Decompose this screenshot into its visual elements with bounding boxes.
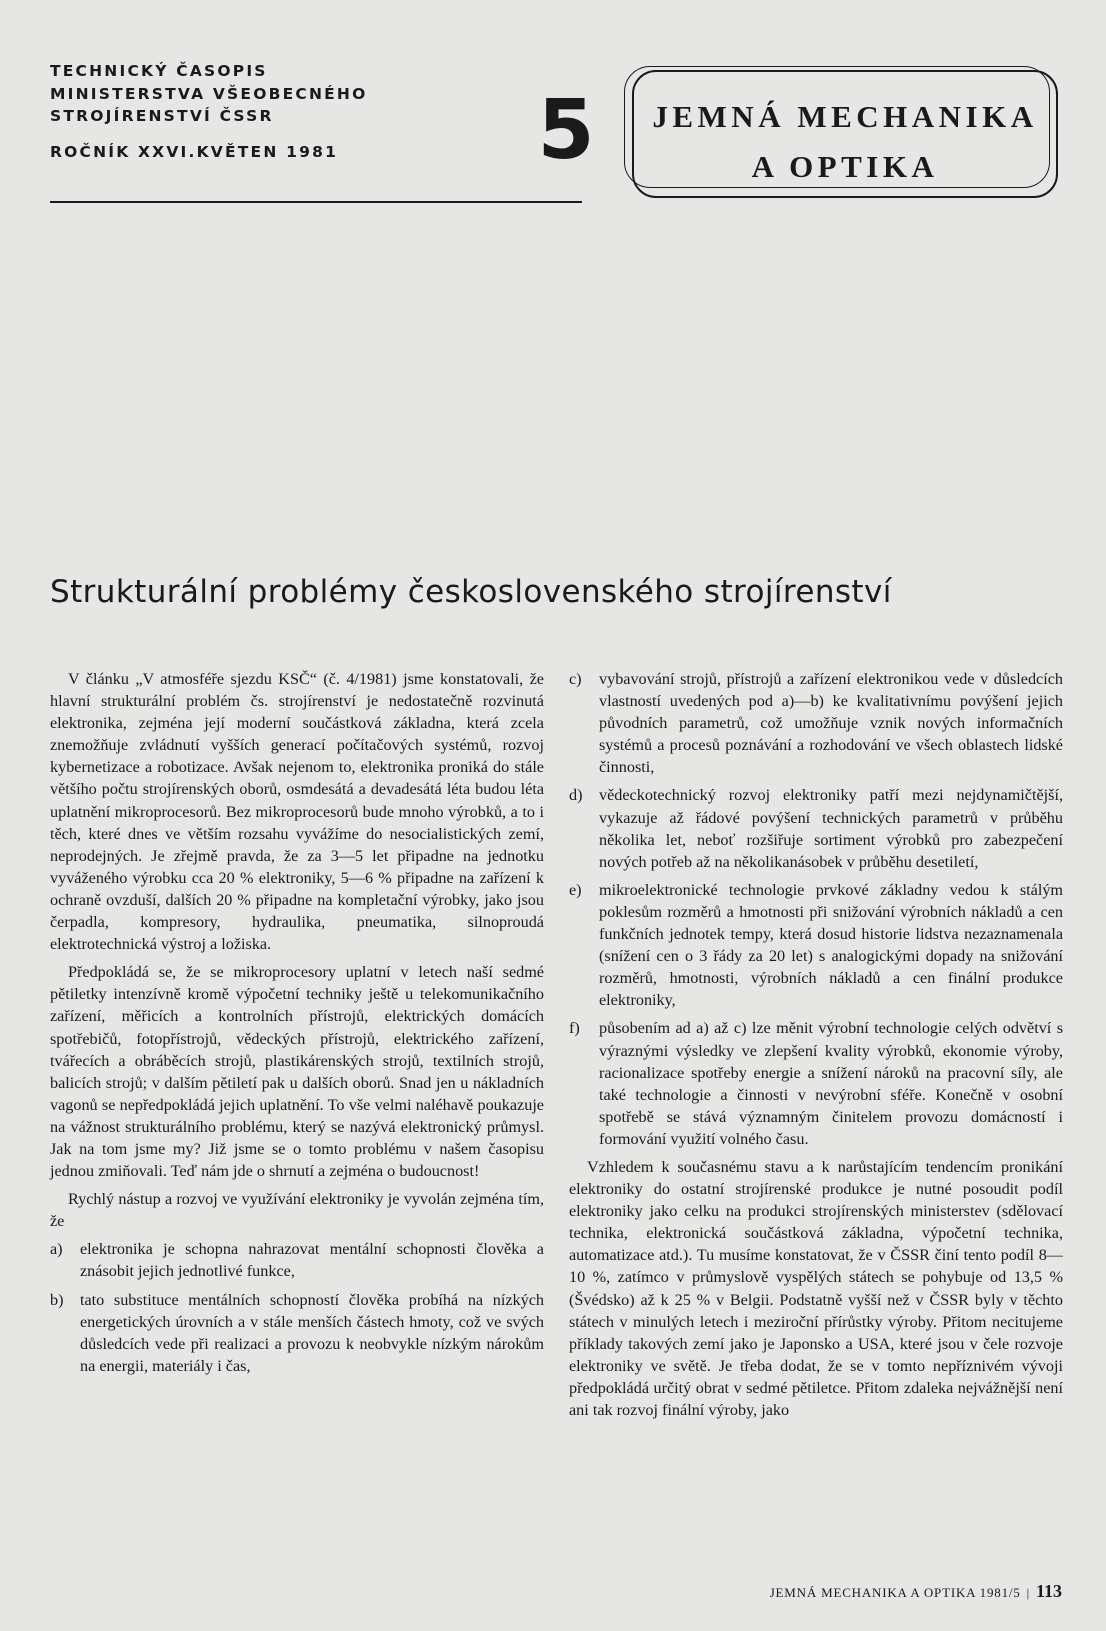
paragraph: Rychlý nástup a rozvoj ve využívání elektroniky je vyvolán zejména tím, že bbox=[50, 1190, 544, 1231]
list-marker: e) bbox=[569, 880, 582, 899]
list-item bbox=[569, 879, 1063, 1012]
list-marker: c) bbox=[569, 670, 582, 688]
list-item bbox=[569, 784, 1063, 872]
list-marker: b) bbox=[50, 1290, 64, 1309]
list-item bbox=[569, 1017, 1063, 1150]
masthead-line: STROJÍRENSTVÍ ČSSR bbox=[50, 107, 274, 125]
masthead-line: TECHNICKÝ ČASOPIS bbox=[50, 62, 268, 80]
journal-name-line: A OPTIKA bbox=[751, 149, 939, 184]
footer-journal: JEMNÁ MECHANIKA A OPTIKA 1981/5 bbox=[769, 1585, 1021, 1600]
page-number: 113 bbox=[1035, 1581, 1062, 1601]
list-item-text: tato substituce mentálních schopností člověka probíhá na nízkých energetických úrovních a v stále menších částech hmoty, což ve svých důsledcích vede při realizaci a provozu k neobvykle nízkým nárokům na energii, materiály i čas, bbox=[80, 1290, 544, 1375]
page-footer bbox=[770, 1581, 1062, 1602]
masthead-publisher bbox=[50, 60, 580, 163]
article-title: Strukturální problémy československého strojírenství bbox=[50, 574, 892, 610]
list-item-text: vědeckotechnický rozvoj elektroniky patří mezi nejdynamičtější, vykazuje až řádové povýšení technických parametrů v průběhu několika let, neboť rozšiřuje sortiment výrobků pro zabezpečení nových potřeb až na několikanásobek v průběhu desetiletí, bbox=[599, 786, 1063, 871]
journal-name bbox=[634, 92, 1056, 192]
masthead-line: MINISTERSTVA VŠEOBECNÉHO bbox=[50, 84, 368, 103]
journal-name-line: JEMNÁ MECHANIKA bbox=[652, 99, 1038, 134]
left-column bbox=[50, 668, 544, 1383]
list-marker: d) bbox=[569, 786, 583, 805]
footer-separator: | bbox=[1026, 1585, 1030, 1600]
masthead-year-line: ROČNÍK XXVI.KVĚTEN 1981 bbox=[50, 142, 339, 161]
list-item bbox=[569, 668, 1063, 778]
list-item-text: elektronika je schopna nahrazovat mentální schopnosti člověka a znásobit jejich jednotlivé funkce, bbox=[80, 1240, 544, 1281]
masthead-rule bbox=[50, 201, 582, 203]
paragraph: Vzhledem k současnému stavu a k narůstajícím tendencím pronikání elektroniky do ostatní strojírenské produkce je nutné posoudit podíl elektroniky jako celku na produkci strojírenských ministerstev (sdělovací technika, elektronická součástková základna, výpočetní technika, automatizace atd.). Tu musíme konstatovat, že v ČSSR činí tento podíl 8—10 %, zatímco v průmyslově vyspělých státech se pohybuje od 13,5 % (Švédsko) až k 25 % v Belgii. Podstatně vyšší než v ČSSR byly v těchto státech v minulých letech i meziroční přírůstky výroby. Přitom necitujeme příklady takových zemí jako je Japonsko a USA, které jsou v čele rozvoje elektroniky ve světě. Je třeba dodat, že se v tomto nepříznivém vývoji předpokládá určitý obrat v sedmé pětiletce. Přitom zdaleka nejvážnější není ani tak rozvoj finální výroby, jako bbox=[569, 1157, 1063, 1419]
issue-number: 5 bbox=[537, 83, 595, 178]
list-item-text: působením ad a) až c) lze měnit výrobní technologie celých odvětví s výraznými výsledky ve zlepšení kvality výrobků, ekonomie výroby, racionalizace spotřeby energie a snížení nároků na pracovní síly, ale také technologie a činnosti v nevýrobní sféře. Konečně v osobní spotřebě se stává významným činitelem provozu domácností i formování využití volného času. bbox=[599, 1019, 1063, 1148]
list-marker: a) bbox=[50, 1240, 63, 1259]
journal-name-box bbox=[632, 70, 1058, 198]
list-item-text: mikroelektronické technologie prvkové základny vedou k stálým poklesům rozměrů a hmotnosti při snižování výrobních nákladů a cen funkčních jednotek tempy, která dosud historie lidstva nezaznamenala (snížení cen o 3 řády za 20 let) s analogickými dopady na snižování rozměrů, hmotnosti, výrobních nákladů a cen finální produkce elektroniky, bbox=[599, 880, 1063, 1010]
list-item-text: vybavování strojů, přístrojů a zařízení elektronikou vede v důsledcích vlastností uvedených pod a)—b) ke kvalitativnímu povýšení jejich původních parametrů, což umožňuje vznik nových informačních systémů a procesů poznávání a rozhodování ve všech oblastech lidské činnosti, bbox=[599, 670, 1063, 777]
list-item bbox=[50, 1289, 544, 1377]
list-marker: f) bbox=[569, 1019, 580, 1038]
paragraph: V článku „V atmosféře sjezdu KSČ“ (č. 4/1981) jsme konstatovali, že hlavní strukturální problém čs. strojírenství je nedostatečně rozvinutá elektronika, zejména její moderní součástková základna, která zcela znemožňuje zvládnutí vyšších generací počítačových systémů, rozvoj kybernetizace a robotizace. Avšak nejenom to, elektronika proniká do stále většího počtu strojírenských oborů, osmdesátá a devadesátá léta budou léta uplatnění mikroprocesorů. Bez mikroprocesorů bude mnoho výrobků, a to i těch, které dnes ve větším rozsahu vyvážíme do nesocialistických zemí, neprodejných. Je zřejmě pravda, že za 3—5 let připadne na jednotku vyváženého výrobku cca 20 % elektroniky, 5—6 % připadne na zařízení k ochraně ovzduší, dalších 20 % připadne na kompletační výrobky, jako jsou čerpadla, kompresory, hydraulika, pneumatika, silnoproudá elektrotechnická výstroj a ložiska. bbox=[50, 670, 544, 954]
right-column bbox=[569, 668, 1063, 1427]
paragraph: Předpokládá se, že se mikroprocesory uplatní v letech naší sedmé pětiletky intenzívně kromě výpočetní techniky ještě u telekomunikačního zařízení, měřicích a kontrolních přístrojů, elektrických domácích spotřebičů, fotopřístrojů, vědeckých přístrojů, elektrického zařízení, tvářecích a obráběcích strojů, plastikárenských strojů, textilních strojů, balicích strojů; v dalším pětiletí pak u dalších oborů. Snad jen u nákladních vagonů se nepředpokládá jejich uplatnění. To vše velmi naléhavě poukazuje na vážnost strukturálního problému, který se nazývá elektronický průmysl. Jak na tom jsme my? Již jsme se o tomto problému v našem časopisu jednou zmiňovali. Teď nám jde o shrnutí a zejména o budoucnost! bbox=[50, 963, 544, 1181]
list-item bbox=[50, 1238, 544, 1282]
